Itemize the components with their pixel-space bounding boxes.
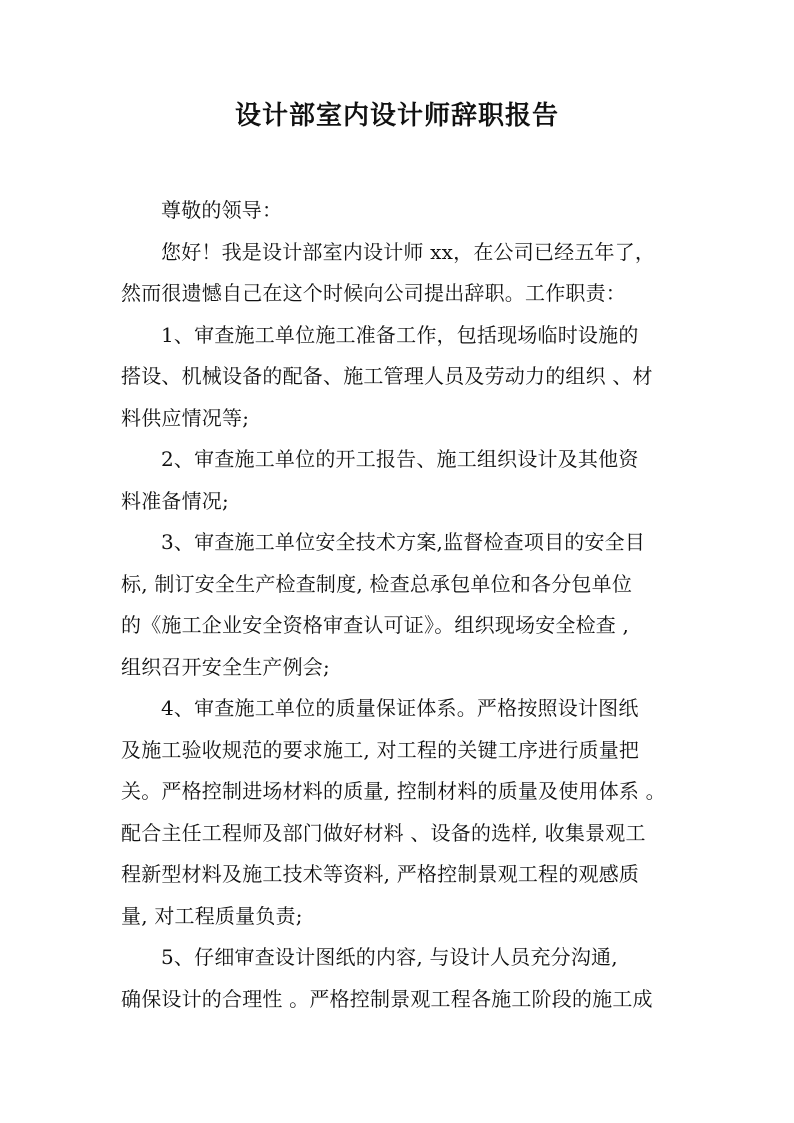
paragraph-line: 然而很遗憾自己在这个时候向公司提出辞职。工作职责： — [121, 281, 626, 305]
document-body — [121, 190, 676, 1020]
duty-item-2-line: 2、审查施工单位的开工报告、施工组织设计及其他资 — [161, 447, 639, 471]
duty-item-2-line: 料准备情况; — [121, 488, 229, 513]
duty-item-4-line: 4、审查施工单位的质量保证体系。严格按照设计图纸 — [161, 696, 639, 720]
duty-item-4-line: 量, 对工程质量负责; — [121, 903, 303, 928]
duty-item-5-line: 5、仔细审查设计图纸的内容, 与设计人员充分沟通, — [161, 945, 618, 969]
duty-item-3-line: 的《施工企业安全资格审查认可证》。组织现场安全检查 , — [121, 613, 630, 637]
duty-item-4-line: 及施工验收规范的要求施工, 对工程的关键工序进行质量把 — [121, 737, 640, 762]
duty-item-3-line: 组织召开安全生产例会; — [121, 654, 330, 679]
duty-item-4-line: 程新型材料及施工技术等资料, 严格控制景观工程的观感质 — [121, 862, 640, 886]
paragraph-line: 您好！我是设计部室内设计师 xx，在公司已经五年了， — [161, 239, 656, 264]
duty-item-1-line: 搭设、机械设备的配备、施工管理人员及劳动力的组织 、材 — [121, 364, 653, 388]
duty-item-1-line: 1、审查施工单位施工准备工作，包括现场临时设施的 — [161, 322, 639, 347]
duty-item-1-line: 料供应情况等; — [121, 405, 250, 430]
duty-item-5-line: 确保设计的合理性 。严格控制景观工程各施工阶段的施工成 — [121, 986, 653, 1011]
salutation-line: 尊敬的领导： — [161, 198, 283, 222]
duty-item-3-line: 标, 制订安全生产检查制度, 检查总承包单位和各分包单位 — [121, 571, 633, 596]
duty-item-4-line: 关。严格控制进场材料的质量, 控制材料的质量及使用体系 。 — [121, 779, 666, 803]
duty-item-3-line: 3、审查施工单位安全技术方案,监督检查项目的安全目 — [161, 530, 646, 554]
document-title: 设计部室内设计师辞职报告 — [234, 101, 559, 131]
duty-item-4-line: 配合主任工程师及部门做好材料 、设备的选样, 收集景观工 — [121, 820, 646, 845]
